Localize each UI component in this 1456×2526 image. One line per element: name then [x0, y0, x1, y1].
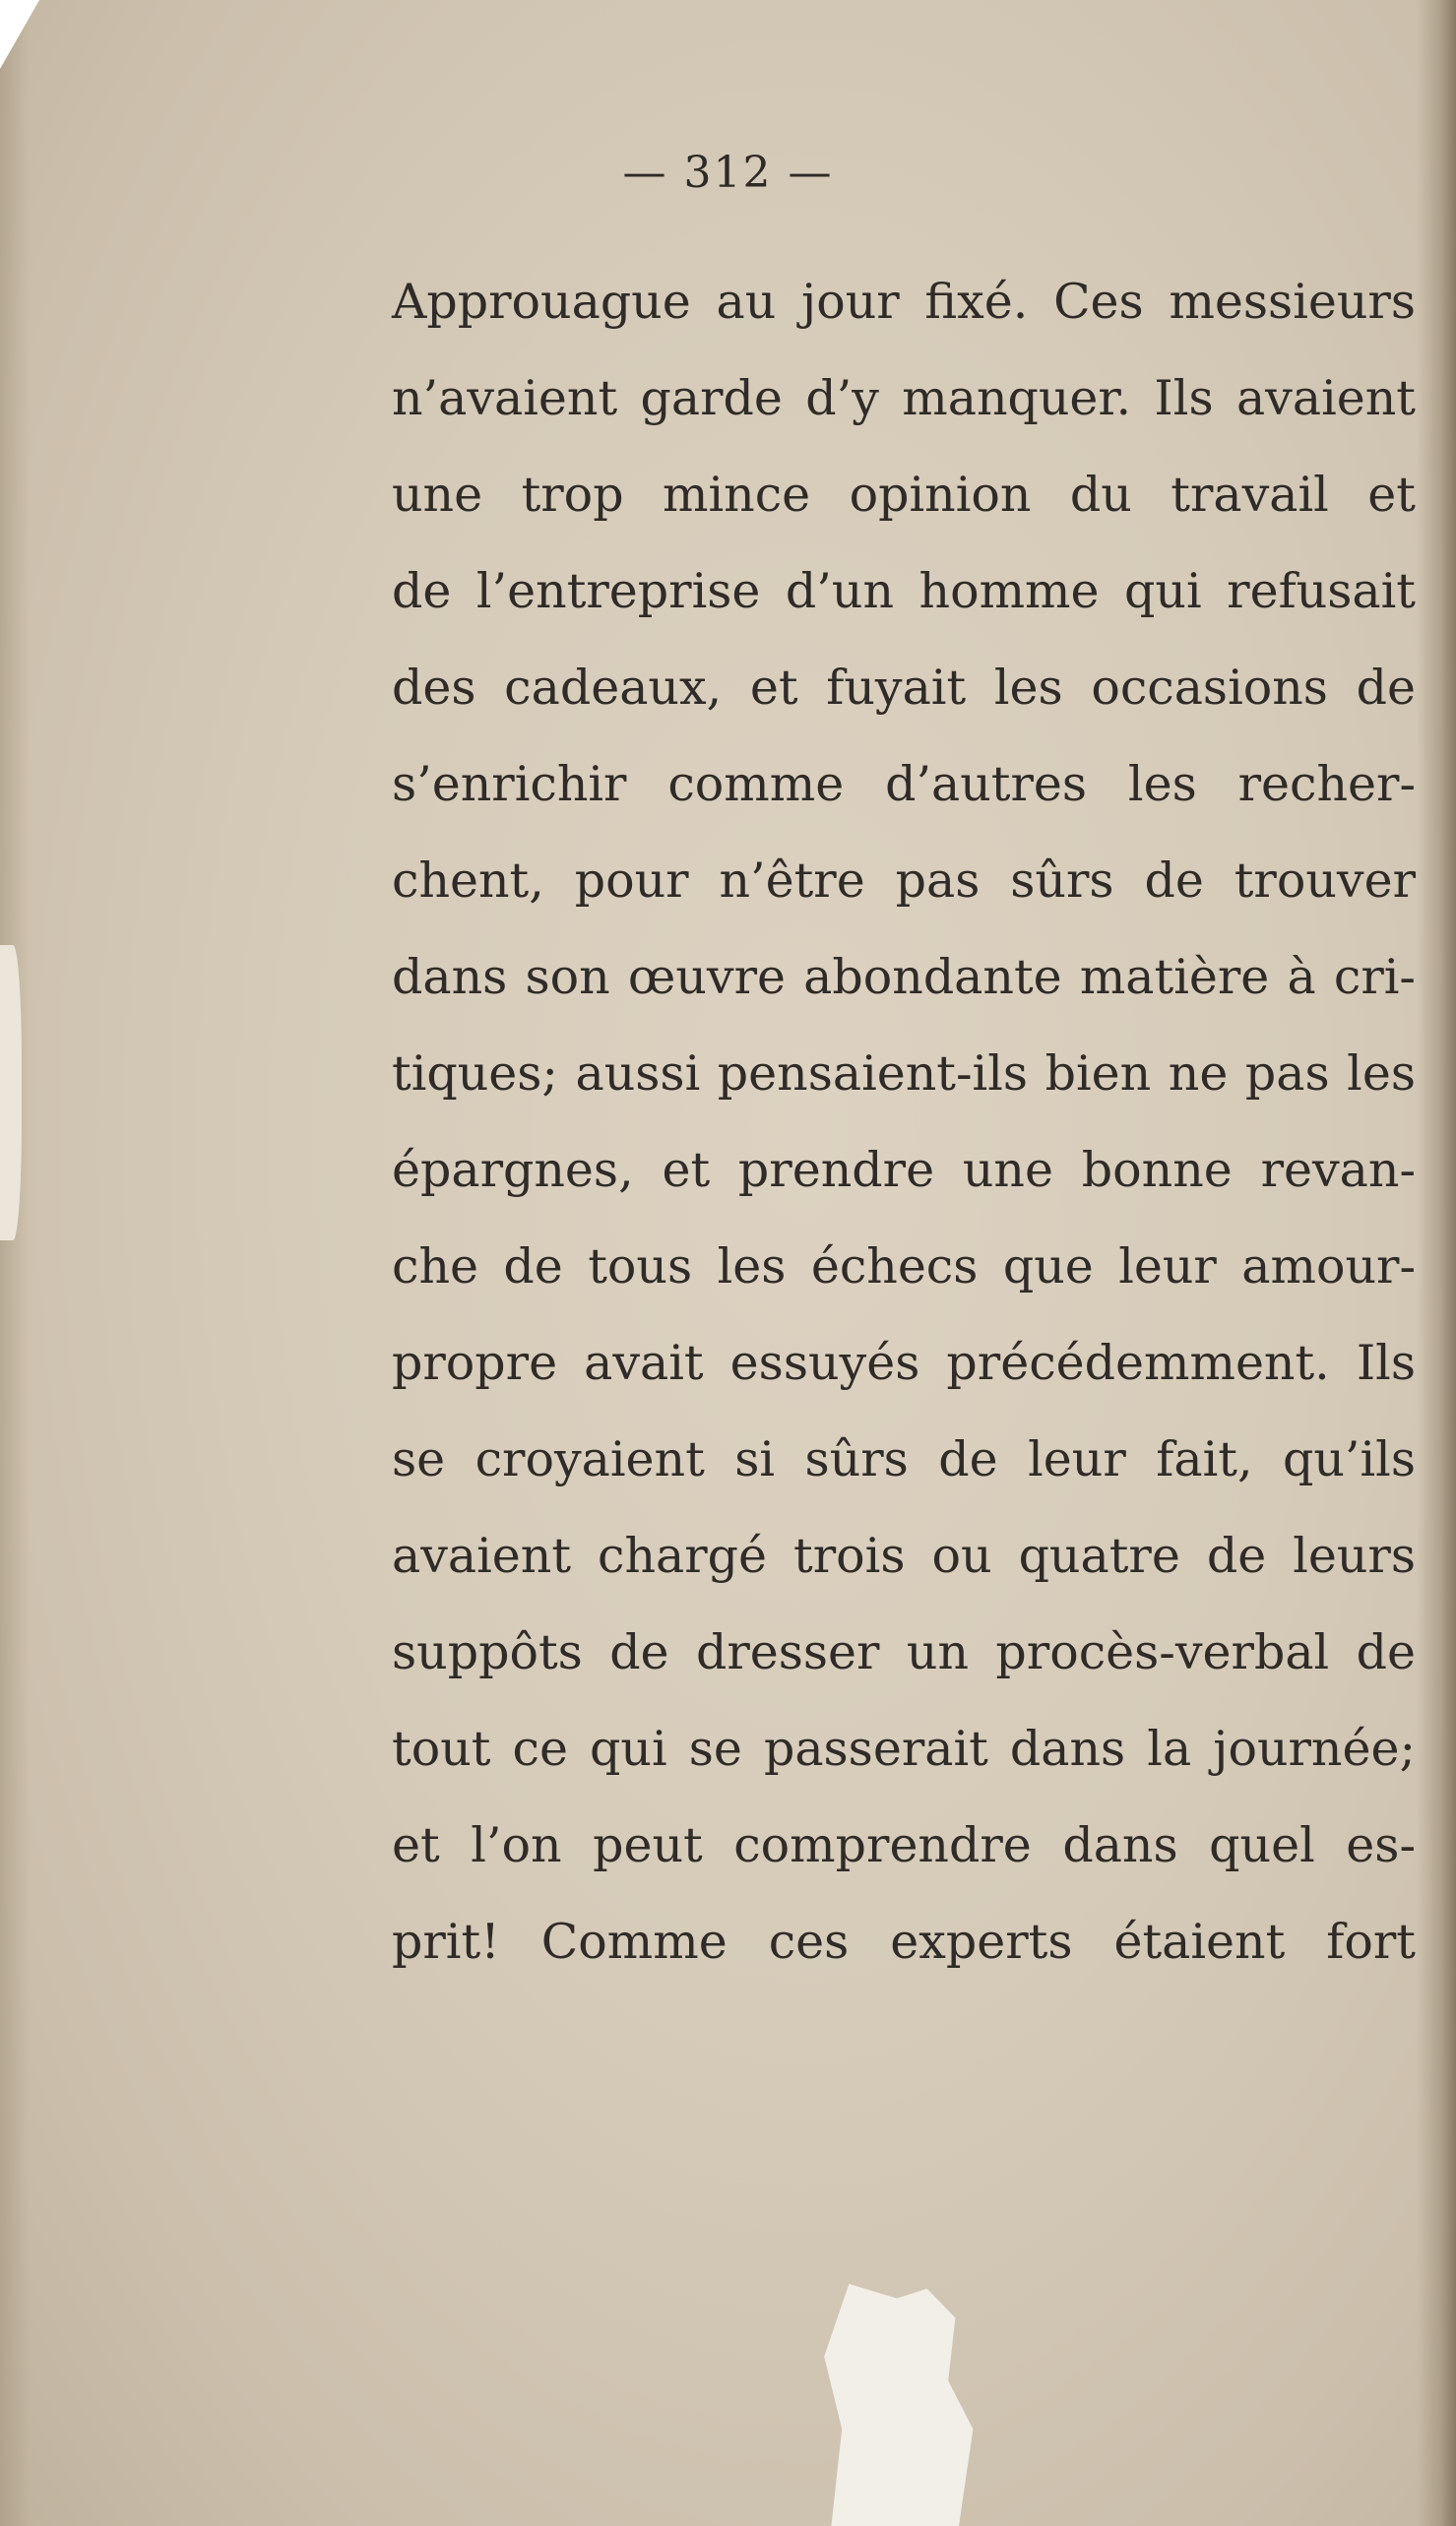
body-text [392, 254, 1416, 1990]
text-line: dans son œuvre abondante matière à cri- [392, 949, 1416, 1005]
text-line: de l’entreprise d’un homme qui refusait [392, 563, 1416, 619]
page-left-shadow [0, 0, 30, 2526]
text-line: che de tous les échecs que leur amour- [392, 1238, 1416, 1295]
text-line: avaient chargé trois ou quatre de leurs [392, 1528, 1416, 1584]
text-line: suppôts de dresser un procès-verbal de [392, 1624, 1416, 1680]
page-number: — 312 — [622, 148, 834, 198]
text-line: une trop mince opinion du travail et [392, 467, 1416, 523]
page-edge-wear [0, 945, 22, 1240]
text-line: des cadeaux, et fuyait les occasions de [392, 660, 1416, 716]
page-corner [0, 0, 39, 69]
text-line: tiques; aussi pensaient-ils bien ne pas les [392, 1045, 1416, 1102]
text-line: n’avaient garde d’y manquer. Ils avaient [392, 370, 1416, 426]
text-line: s’enrichir comme d’autres les recher- [392, 756, 1416, 812]
text-line: et l’on peut comprendre dans quel es- [392, 1817, 1416, 1873]
text-line: Approuague au jour fixé. Ces messieurs [392, 274, 1416, 330]
text-line: tout ce qui se passerait dans la journée; [392, 1721, 1416, 1777]
text-line: épargnes, et prendre une bonne revan- [392, 1142, 1416, 1198]
page-tear [817, 2284, 994, 2526]
text-line: chent, pour n’être pas sûrs de trouver [392, 853, 1416, 909]
text-line: se croyaient si sûrs de leur fait, qu’ils [392, 1431, 1416, 1487]
text-line: prit! Comme ces experts étaient fort [392, 1914, 1416, 1970]
page-right-shadow [1417, 0, 1456, 2526]
text-line: propre avait essuyés précédemment. Ils [392, 1335, 1416, 1391]
